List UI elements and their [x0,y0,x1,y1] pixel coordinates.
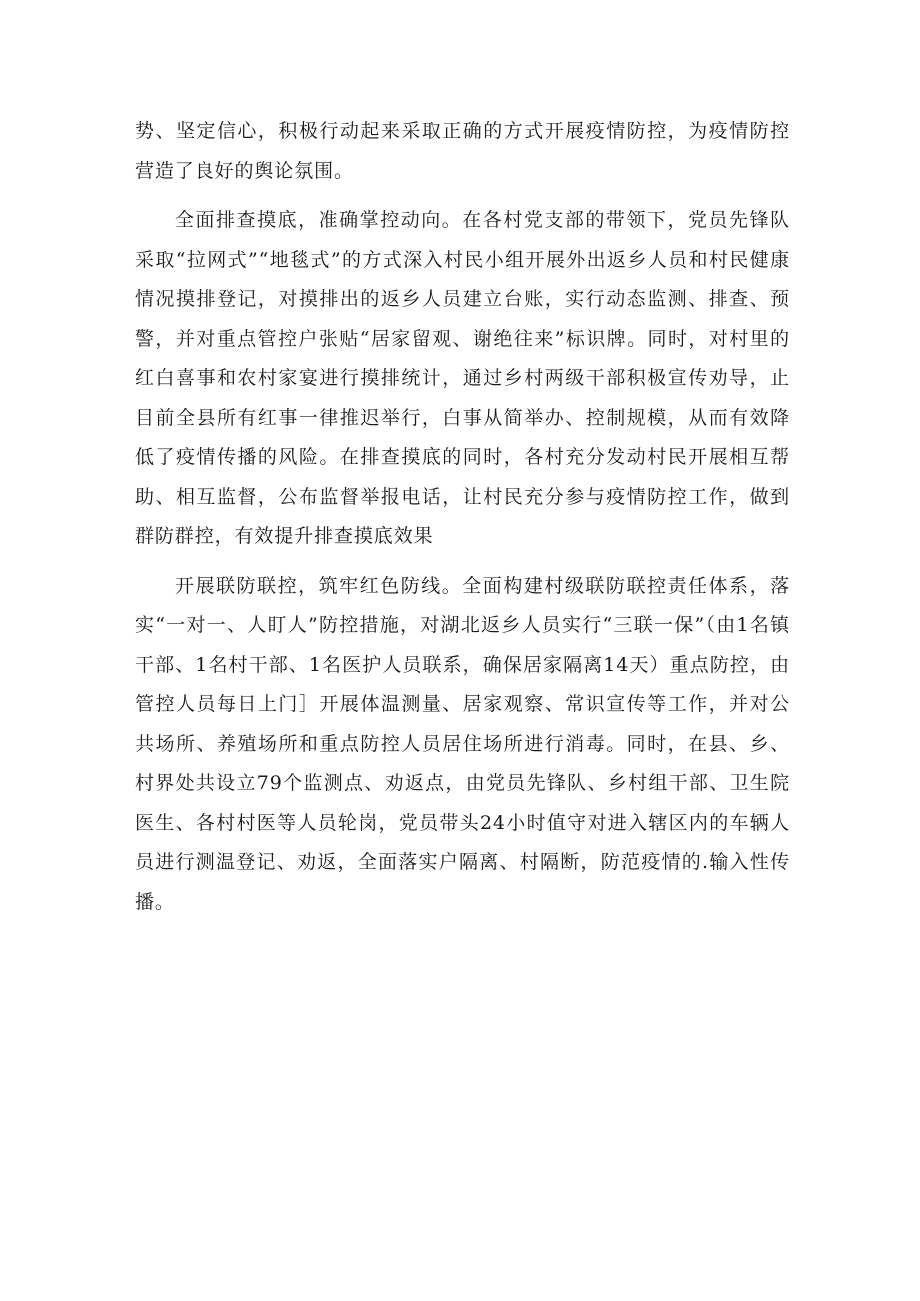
paragraph-joint-control: 开展联防联控，筑牢红色防线。全面构建村级联防联控责任体系，落实“一对一、人盯人”防控措施，对湖北返乡人员实行“三联一保”（由1名镇干部、1名村干部、1名医护人员联系，确保居家隔离14天）重点防控，由管控人员每日上门］开展体温测量、居家观察、常识宣传等工作，并对公共场所、养殖场所和重点防控人员居住场所进行消毒。同时，在县、乡、村界处共设立79个监测点、劝返点，由党员先锋队、乡村组干部、卫生院医生、各村村医等人员轮岗，党员带头24小时值守对进入辖区内的车辆人员进行测温登记、劝返，全面落实户隔离、村隔断，防范疫情的.输入性传播。 [135,574,790,913]
paragraph-investigation: 全面排查摸底，准确掌控动向。在各村党支部的带领下，党员先锋队采取“拉网式”“地毯式”的方式深入村民小组开展外出返乡人员和村民健康情况摸排登记，对摸排出的返乡人员建立台账，实行动态监测、排查、预警，并对重点管控户张贴“居家留观、谢绝往来”标识牌。同时，对村里的红白喜事和农村家宴进行摸排统计，通过乡村两级干部积极宣传劝导，止目前全县所有红事一律推迟举行，白事从简举办、控制规模，从而有效降低了疫情传播的风险。在排查摸底的同时，各村充分发动村民开展相互帮助、相互监督，公布监督举报电话，让村民充分参与疫情防控工作，做到群防群控，有效提升排查摸底效果 [135,209,790,547]
document-body [135,112,790,932]
paragraph-continuation: 势、坚定信心，积极行动起来采取正确的方式开展疫情防控，为疫情防控营造了良好的舆论氛围。 [135,120,790,182]
